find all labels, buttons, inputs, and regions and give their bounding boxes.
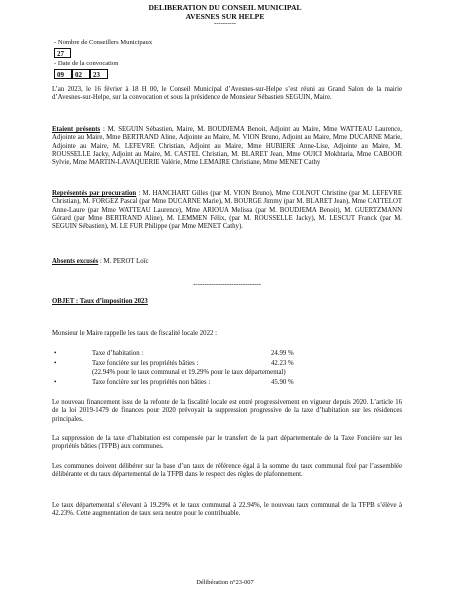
bullet-2-label: Taxe foncière sur les propriétés bâties : <box>92 360 199 367</box>
bullet-2-detail: (22.94% pour le taux communal et 19.29% pour le taux départemental) <box>92 369 286 376</box>
members-value-box: 27 <box>54 48 71 58</box>
convocation-date-label: - Date de la convocation <box>54 60 119 67</box>
bullet-3-label: Taxe foncière sur les propriétés non bâties : <box>92 379 211 386</box>
absent-list: : M. PEROT Loïc <box>98 258 149 265</box>
paragraph-suppression: La suppression de la taxe d’habitation est compensée par le transfert de la part départementale de la Taxe Foncière sur les propriétés bâties (TFPB) aux communes. <box>52 435 402 451</box>
paragraph-refonte: Le nouveau financement issu de la refonte de la fiscalité locale est entré progressivement en vigueur depuis 2020. L’article 16 de la loi 2019-1479 de finances pour 2020 prévoyait la suppression progressive de la taxe d’habitation sur les résidences principales. <box>52 399 402 423</box>
footer-deliberation-number: Délibération n°23-007 <box>196 579 254 586</box>
intro-text: L’an 2023, le 16 février à 18 H 00, le Conseil Municipal d’Avesnes-sur-Helpe s’est réuni au Grand Salon de la mairie d’Avesnes-sur-Helpe, sur la convocation et sous la présidence de Monsieur Sébastien SEGUIN, Maire. <box>52 86 402 102</box>
intro-paragraph <box>52 86 402 103</box>
members-label: - Nombre de Conseillers Municipaux <box>54 39 153 46</box>
bullet-1: • <box>54 350 57 357</box>
title-line-1: DELIBERATION DU CONSEIL MUNICIPAL <box>148 3 302 12</box>
bullet-1-label: Taxe d’habitation : <box>92 350 144 357</box>
date-month-box: 02 <box>72 69 90 79</box>
bullet-3: • <box>54 379 57 386</box>
proxy-list: : M. HANCHART Gilles (par M. VION Bruno), Mme COLNOT Christine (par M. LEFEVRE Christian), M. FORGEZ Pascal (par Mme DUCARNE Marie), M. BOURGE Jimmy (par M. BLARET Jean), Mme CATTELOT Anne-Laure (par Mme WATTEAU Laurence), Mme ARIOUA Melissa (par M. BOUDJEMA Benoit), M. GUERTZMANN Gérard (par Mme BERTRAND Aline), M. LEMMEN Félix, (par M. ROUSSELLE Jacky), M. LESCUT Franck (par M. SEGUIN Sébastien), M. LE FUR Philippe (par Mme MENET Cathy). <box>52 190 402 231</box>
rates-recall: Monsieur le Maire rappelle les taux de fiscalité locale 2022 : <box>52 330 217 337</box>
absent-label: Absents excusés <box>52 258 99 265</box>
date-year-box: 23 <box>90 69 108 79</box>
date-day-box: 09 <box>54 69 72 79</box>
present-label: Etaient présents <box>52 126 101 133</box>
proxy-label: Représentés par procuration <box>52 190 137 197</box>
title-line-2: AVESNES SUR HELPE <box>185 12 265 21</box>
present-paragraph <box>52 126 402 167</box>
bullet-2-value: 42.23 % <box>271 360 294 367</box>
title-dashes: ---------- <box>214 20 236 27</box>
bullet-2: • <box>54 360 57 367</box>
objet-label: OBJET : Taux d’imposition 2023 <box>52 298 148 305</box>
present-list: : M. SEGUIN Sébastien, Maire, M. BOUDJEMA Benoit, Adjoint au Maire, Mme WATTEAU Laurence, Adjointe au Maire, Mme BERTRAND Aline, Adjointe au Maire, M. VION Bruno, Adjoint au Maire, Mme DUCARNE Marie, Adjointe au Maire, M. LEFEVRE Christian, Adjoint au Maire, Mme HUBIERE Anne-Lise, Adjointe au Maire, M. ROUSSELLE Jacky, Adjoint au Maire, M. CASTEL Christian, M. BLARET Jean, Mme OUICI Mokhtaria, Mme CABOOR Sylvie, Mme MARTIN-LAVAQUERIE Valérie, Mme LEMAIRE Christiane, Mme MENET Cathy <box>52 126 402 167</box>
proxy-paragraph <box>52 190 402 231</box>
bullet-3-value: 45.90 % <box>271 379 294 386</box>
separator-line: ------------------------------ <box>193 281 261 288</box>
paragraph-taux: Le taux départemental s’élevant à 19.29% et le taux communal à 22.94%, le nouveau taux communal de la TFPB s’élève à 42.23%. Cette augmentation de taux sera neutre pour le contribuable. <box>52 502 402 518</box>
bullet-1-value: 24.99 % <box>271 350 294 357</box>
absent-paragraph <box>52 258 402 266</box>
paragraph-deliberation: Les communes doivent délibérer sur la base d’un taux de référence égal à la somme du taux communal fixé par l’assemblée délibérante et du taux départemental de la TFPB dans le respect des règles de plafonnement. <box>52 463 402 479</box>
objet-heading <box>52 298 402 306</box>
